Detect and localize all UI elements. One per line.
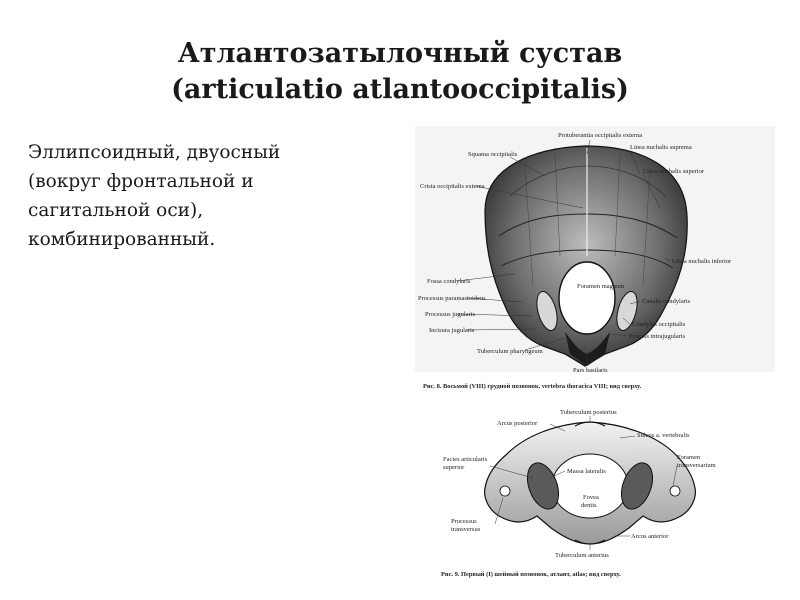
label-foramen: Foramen magnum <box>577 283 625 290</box>
label-processus-1: Processus <box>451 518 477 525</box>
label-canalis: Canalis condylaris <box>642 298 691 305</box>
anatomy-illustration <box>415 126 775 588</box>
label-squama: Squama occipitalis <box>468 151 518 158</box>
label-linea-superior: Linea nuchalis superior <box>643 168 705 175</box>
label-crista: Crista occipitalis externa <box>420 183 485 190</box>
label-tuberculum-pharyngeum: Tuberculum pharyngeum <box>477 348 543 355</box>
slide-title <box>0 36 800 108</box>
label-sulcus: Sulcus a. vertebralis <box>637 432 690 439</box>
label-incisura: Incisura jugularis <box>429 327 475 334</box>
label-facies-1: Facies articularis <box>443 456 488 463</box>
label-tuberculum-anterius: Tuberculum anterius <box>555 552 609 559</box>
label-condylus: Condylus occipitalis <box>632 321 686 328</box>
body-line-2: (вокруг фронтальной и <box>28 171 254 192</box>
label-jugularis: Processus jugularis <box>425 311 476 318</box>
label-paramastoid: Processus paramastoideus <box>418 295 486 302</box>
atlas-vertebra-drawing <box>485 422 696 544</box>
label-fovea-1: Fovea <box>583 494 599 501</box>
label-arcus-anterior: Arcus anterior <box>631 533 669 540</box>
anatomical-figures <box>415 126 775 588</box>
label-arcus-posterior: Arcus posterior <box>497 420 538 427</box>
label-processus-2: transversus <box>451 526 481 533</box>
slide-title-line-1: Атлантозатылочный сустав <box>177 38 623 69</box>
label-fovea-2: dentis <box>581 502 597 509</box>
label-intrajugularis: Process intrajugularis <box>629 333 686 340</box>
body-line-3: сагитальной оси), <box>28 200 204 221</box>
label-pars-basilaris: Pars basilaris <box>573 367 608 374</box>
body-line-4: комбинированный. <box>28 229 216 250</box>
label-facies-2: superior <box>443 464 465 471</box>
label-linea-inferior: Linea nuchalis inferior <box>672 258 732 265</box>
body-line-1: Эллипсоидный, двуосный <box>28 142 281 163</box>
slide-body-text <box>28 138 358 254</box>
caption-figure-9: Рис. 9. Первый (I) шейный позвонок, атлант, atlas; вид сверху. <box>441 571 621 578</box>
caption-figure-8: Рис. 8. Восьмой (VIII) грудной позвонок, vertebra thoracica VIII; вид сверху. <box>423 383 642 390</box>
label-massa-lateralis: Massa lateralis <box>567 468 606 475</box>
label-foramen-2: transversarium <box>677 462 716 469</box>
label-foramen-1: Foramen <box>677 454 701 461</box>
label-fossa: Fossa condylaris <box>427 278 471 285</box>
slide-title-line-2: (articulatio atlantooccipitalis) <box>171 74 629 105</box>
label-linea-suprema: Linea nuchalis suprema <box>630 144 692 151</box>
label-tuberculum-posterius: Tuberculum posterius <box>560 409 617 416</box>
label-protuberantia: Protuberantia occipitalis externa <box>558 132 643 139</box>
